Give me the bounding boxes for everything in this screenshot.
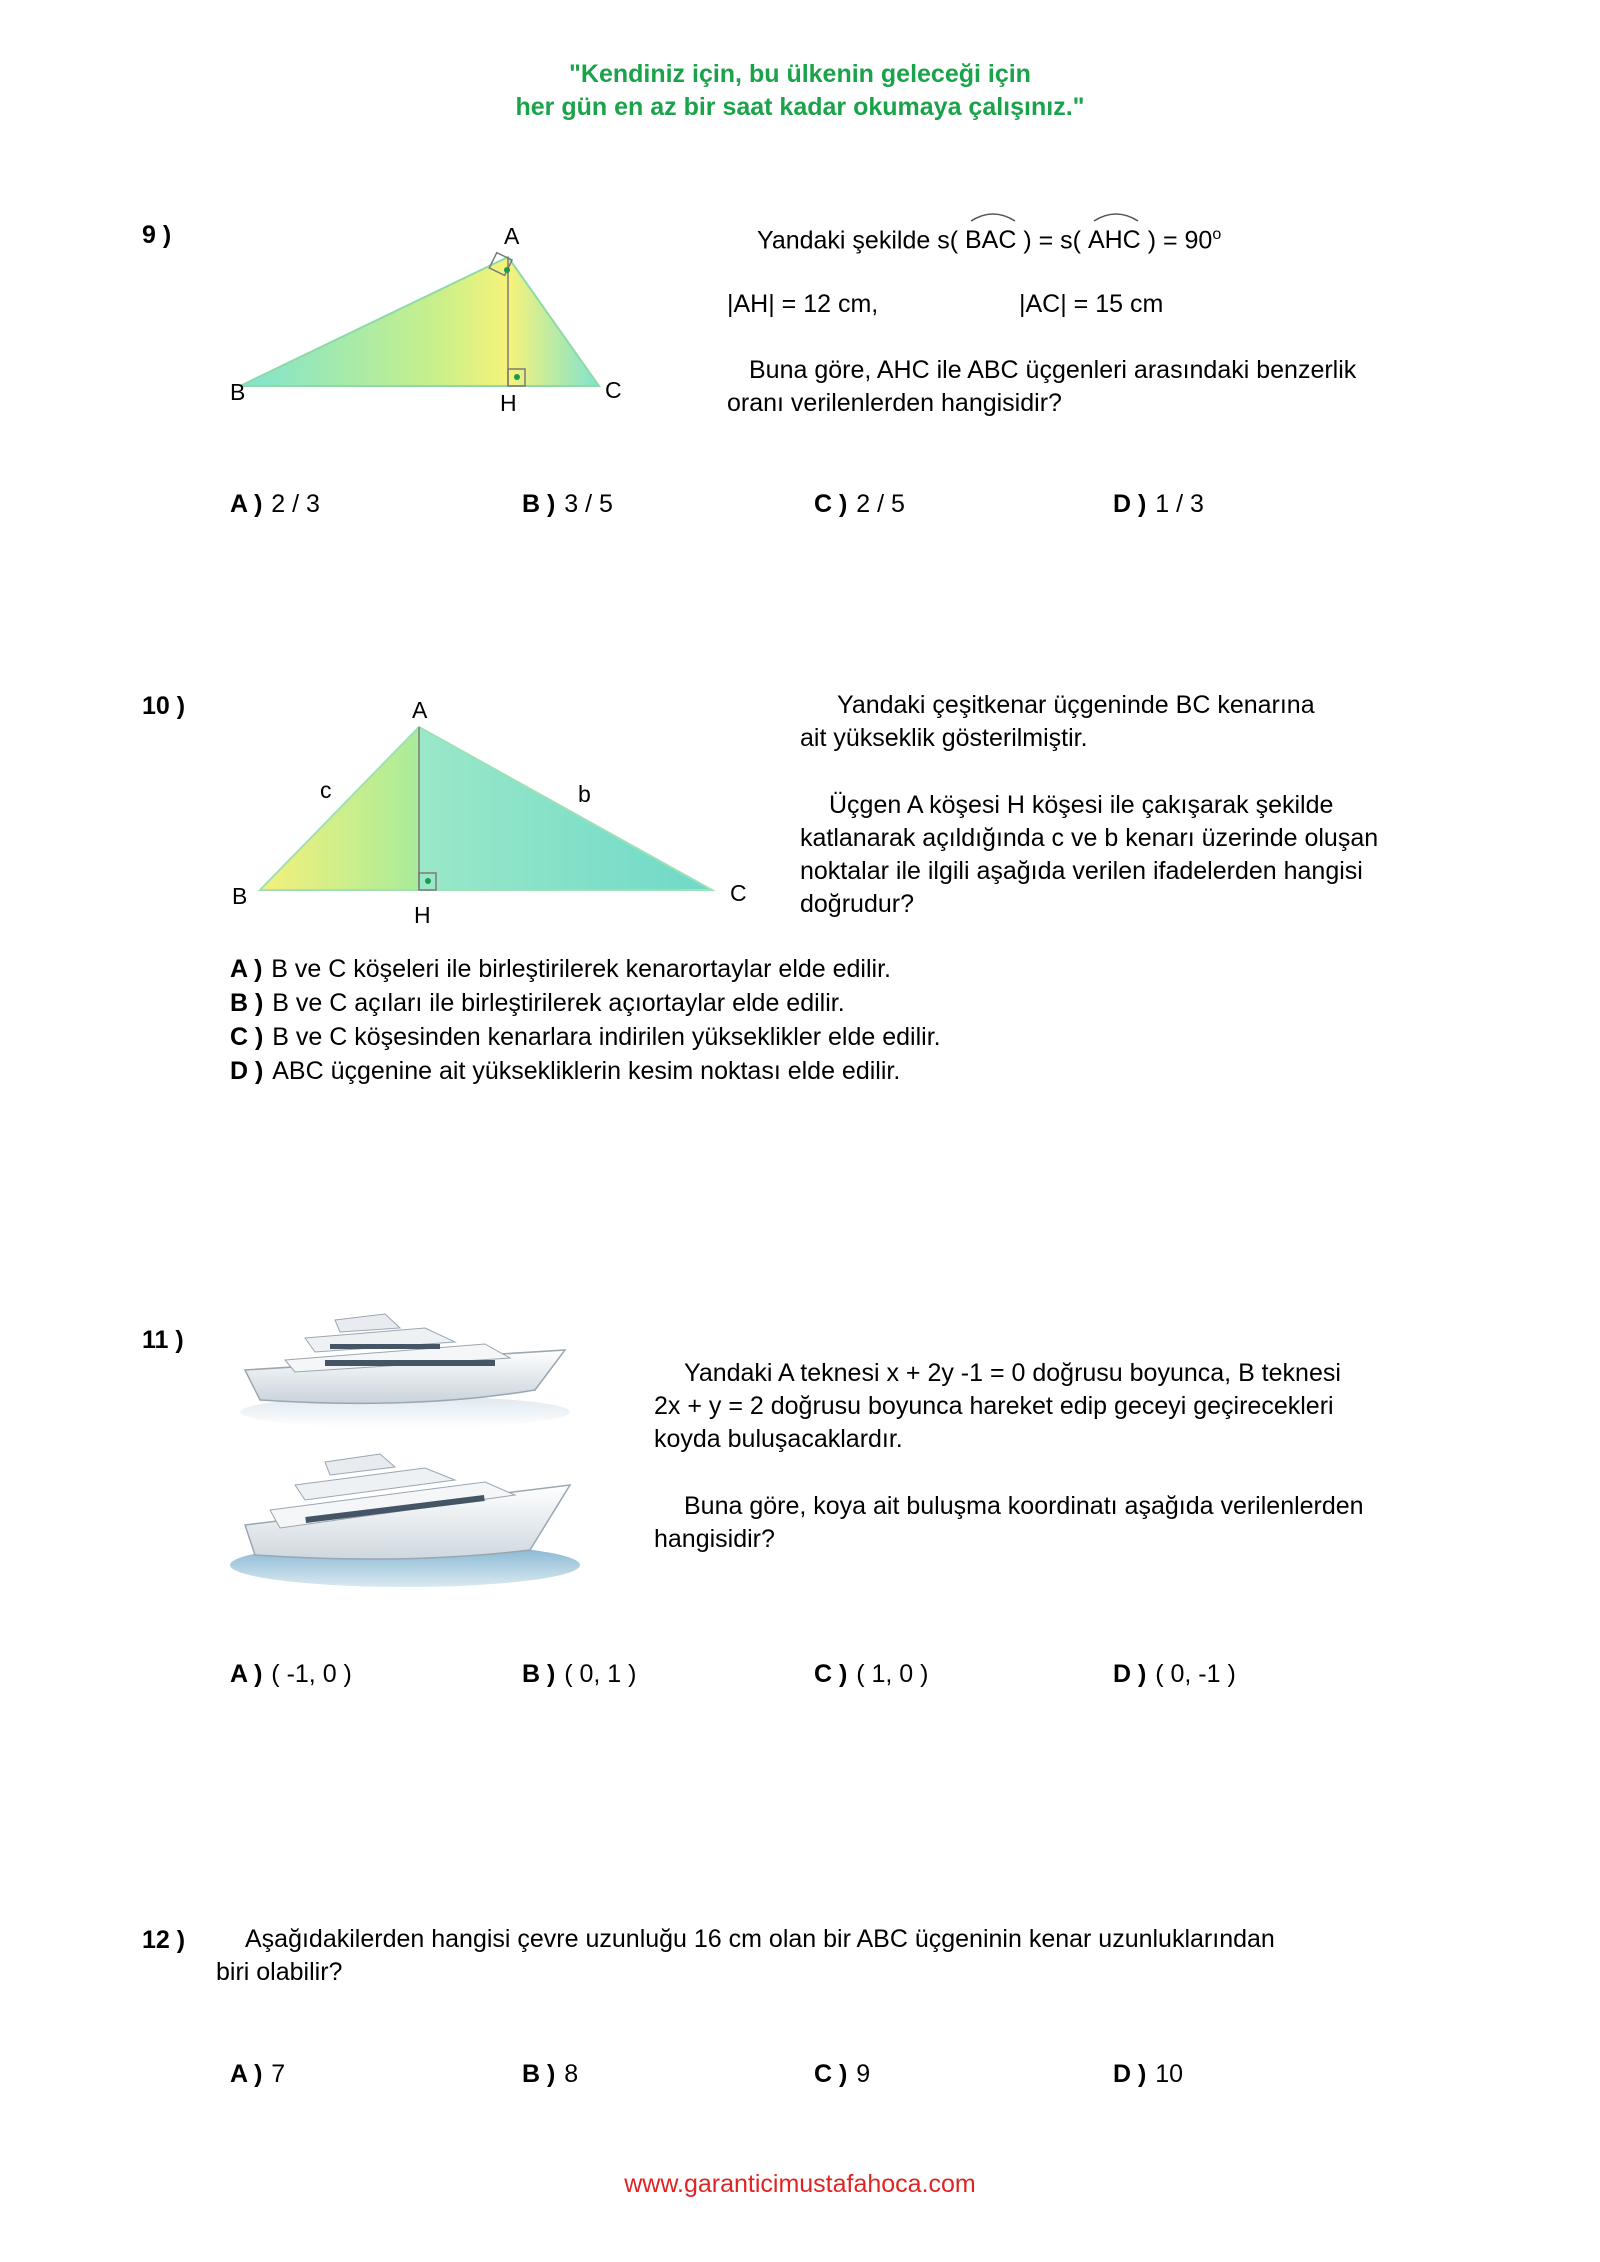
q9-option-d[interactable] (1113, 490, 1204, 519)
q12-text-line-2: biri olabilir? (216, 1958, 343, 1986)
q11-text-line-3: koyda buluşacaklardır. (654, 1425, 903, 1453)
q10-text-line-1: Yandaki çeşitkenar üçgeninde BC kenarına (837, 691, 1315, 719)
q10-option-c[interactable] (230, 1023, 941, 1052)
q9-arc-bac-icon (965, 209, 1021, 223)
q11-option-b-label: B ) (522, 1660, 556, 1688)
q11-text-line-4: Buna göre, koya ait buluşma koordinatı aşağıda verilenlerden (684, 1492, 1364, 1520)
q11-option-b-value: ( 0, 1 ) (564, 1660, 637, 1688)
question-10-number: 10 ) (142, 692, 186, 720)
q11-option-a-value: ( -1, 0 ) (271, 1660, 352, 1688)
q12-option-d-value: 10 (1155, 2060, 1184, 2088)
q12-option-b-value: 8 (564, 2060, 579, 2088)
yacht-a-windows2 (330, 1344, 440, 1349)
q9-label-A: A (504, 223, 520, 249)
question-11-number: 11 ) (142, 1326, 184, 1354)
q12-text-line-1: Aşağıdakilerden hangisi çevre uzunluğu 16 cm olan bir ABC üçgeninin kenar uzunluklarından (245, 1925, 1275, 1953)
q11-option-d-value: ( 0, -1 ) (1155, 1660, 1236, 1688)
q9-option-a-label: A ) (230, 490, 263, 518)
q9-option-b-label: B ) (522, 490, 556, 518)
q12-option-c[interactable] (814, 2060, 870, 2089)
q10-option-b-label: B ) (230, 989, 264, 1017)
q9-label-B: B (230, 379, 246, 405)
q10-right-angle-h-dot (425, 878, 431, 884)
q10-label-c: c (320, 777, 332, 803)
q9-option-a[interactable] (230, 490, 320, 519)
q10-option-a-value: B ve C köşeleri ile birleştirilerek kenarortaylar elde edilir. (271, 955, 891, 983)
q12-option-d-label: D ) (1113, 2060, 1147, 2088)
q10-label-H: H (414, 902, 431, 928)
q9-option-b-value: 3 / 5 (564, 490, 613, 518)
q12-option-a-value: 7 (271, 2060, 286, 2088)
q9-given-post: ) = 90 (1147, 226, 1213, 255)
q11-option-c[interactable] (814, 1660, 928, 1689)
q11-option-c-label: C ) (814, 1660, 848, 1688)
q10-option-d[interactable] (230, 1057, 900, 1086)
q12-option-a-label: A ) (230, 2060, 263, 2088)
q9-question-line-1: Buna göre, AHC ile ABC üçgenleri arasındaki benzerlik (749, 356, 1357, 384)
q12-option-c-label: C ) (814, 2060, 848, 2088)
q10-option-d-label: D ) (230, 1057, 264, 1085)
q10-text-line-2: ait yükseklik gösterilmiştir. (800, 724, 1088, 752)
q10-option-c-label: C ) (230, 1023, 264, 1051)
q12-option-b-label: B ) (522, 2060, 556, 2088)
q11-text-line-2: 2x + y = 2 doğrusu boyunca hareket edip geceyi geçirecekleri (654, 1392, 1334, 1420)
yacht-b-image (225, 1440, 585, 1590)
q10-option-a[interactable] (230, 955, 891, 984)
q12-option-b[interactable] (522, 2060, 578, 2089)
q9-triangle-figure (220, 215, 640, 415)
yacht-b-bridge (325, 1454, 395, 1475)
q9-right-angle-h-dot (514, 374, 520, 380)
q9-arc-bac (965, 224, 1016, 257)
yacht-a-bridge (335, 1314, 400, 1332)
question-9-number: 9 ) (142, 221, 172, 249)
q10-option-d-value: ABC üçgenine ait yüksekliklerin kesim noktası elde edilir. (272, 1057, 901, 1085)
q10-text-line-6: doğrudur? (800, 890, 914, 918)
q9-arc-ahc-text: AHC (1087, 226, 1141, 255)
q9-label-C: C (605, 377, 622, 403)
q9-option-d-value: 1 / 3 (1155, 490, 1204, 518)
q9-option-a-value: 2 / 3 (271, 490, 320, 518)
q9-given-mid: ) = s( (1023, 226, 1081, 255)
q9-arc-bac-text: BAC (964, 226, 1017, 255)
q10-text-line-3: Üçgen A köşesi H köşesi ile çakışarak şekilde (829, 791, 1334, 819)
q9-label-H: H (500, 390, 517, 416)
question-12-number: 12 ) (142, 1926, 186, 1954)
q10-text-line-4: katlanarak açıldığında c ve b kenarı üzerinde oluşan (800, 824, 1379, 852)
q9-arc-ahc (1088, 224, 1141, 257)
q10-option-b-value: B ve C açıları ile birleştirilerek açıortaylar elde edilir. (272, 989, 845, 1017)
q10-text-line-5: noktalar ile ilgili aşağıda verilen ifadelerden hangisi (800, 857, 1363, 885)
q9-option-b[interactable] (522, 490, 613, 519)
q9-option-d-label: D ) (1113, 490, 1147, 518)
q9-option-c-value: 2 / 5 (856, 490, 905, 518)
q11-option-a-label: A ) (230, 1660, 263, 1688)
q12-option-c-value: 9 (856, 2060, 871, 2088)
q9-ah: |AH| = 12 cm, (727, 290, 879, 318)
q10-option-b[interactable] (230, 989, 845, 1018)
motto-line-2: her gün en az bir saat kadar okumaya çalışınız." (515, 93, 1085, 121)
q10-option-a-label: A ) (230, 955, 263, 983)
yacht-a-windows (325, 1360, 495, 1366)
q10-label-B: B (232, 883, 248, 909)
footer-url-link[interactable]: www.garanticimustafahoca.com (624, 2170, 976, 2198)
q12-option-d[interactable] (1113, 2060, 1183, 2089)
q11-text-line-5: hangisidir? (654, 1525, 775, 1553)
q9-option-c-label: C ) (814, 490, 848, 518)
q10-label-A: A (412, 697, 428, 723)
q11-option-c-value: ( 1, 0 ) (856, 1660, 929, 1688)
q9-given-angles (757, 218, 1221, 257)
q11-option-d[interactable] (1113, 1660, 1236, 1689)
q9-given-pre: Yandaki şekilde s( (757, 226, 959, 255)
q10-triangle-figure (220, 690, 780, 930)
q9-triangle (240, 257, 599, 386)
q11-option-a[interactable] (230, 1660, 352, 1689)
q11-option-d-label: D ) (1113, 1660, 1147, 1688)
q9-option-c[interactable] (814, 490, 905, 519)
q9-ac: |AC| = 15 cm (1019, 290, 1164, 318)
q10-option-c-value: B ve C köşesinden kenarlara indirilen yükseklikler elde edilir. (272, 1023, 941, 1051)
q9-arc-ahc-icon (1088, 209, 1144, 223)
q9-question-line-2: oranı verilenlerden hangisidir? (727, 389, 1062, 417)
q11-option-b[interactable] (522, 1660, 636, 1689)
q12-option-a[interactable] (230, 2060, 285, 2089)
motto-line-1: "Kendiniz için, bu ülkenin geleceği için (569, 60, 1031, 88)
q10-label-C: C (730, 880, 747, 906)
q9-right-angle-a-dot (504, 267, 510, 273)
q10-label-b: b (578, 781, 591, 807)
yacht-a-image (235, 1300, 580, 1430)
q11-text-line-1: Yandaki A teknesi x + 2y -1 = 0 doğrusu boyunca, B teknesi (684, 1359, 1341, 1387)
q9-degree: o (1212, 226, 1222, 243)
